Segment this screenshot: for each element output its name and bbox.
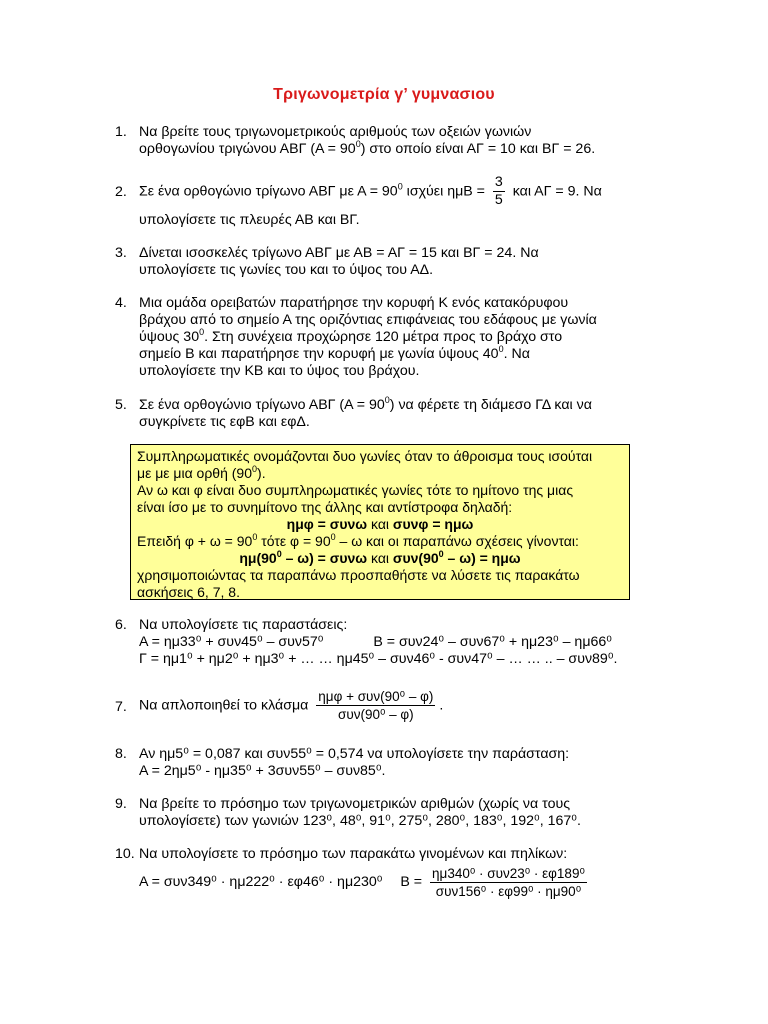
exercise-text: Να υπολογίσετε τις παραστάσεις: [139, 617, 348, 633]
exercise-text: Σε ένα ορθογώνιο τρίγωνο ΑΒΓ με $A = 90^0$ ισχύει ημΒ = $\frac{3}{5}$ και ΑΓ = 9. Να [139, 174, 602, 208]
fraction: $\frac{3}{5}$ [494, 174, 503, 208]
exercise-text: Μια ομάδα ορειβατών παρατήρησε την κορυφή Κ ενός κατακόρυφου [139, 295, 569, 311]
expression-a: Α = συν349⁰ · ημ222⁰ · εφ46⁰ · ημ230⁰ [139, 874, 383, 890]
note-text: ασκήσεις 6, 7, 8. [137, 584, 240, 600]
note-formula: $\eta\mu(90^0 - \omega) = \sigma\upsilon\nu\omega$ και $\sigma\upsilon\nu(90^0 - \omega) = \eta\mu\omega$ [239, 549, 521, 566]
exercise-number: 10. [115, 846, 135, 862]
note-text: χρησιμοποιώντας τα παραπάνω προσπαθήστε να λύσετε τις παρακάτω [137, 567, 580, 583]
fraction: $\frac{\text{ημφ + συν(90⁰ – φ)}}{\text{συν(90⁰ – φ)}}$ [318, 689, 434, 722]
exercise-text: Αν ημ5⁰ = 0,087 και συν55⁰ = 0,574 να υπολογίσετε την παράσταση: [139, 746, 570, 762]
exercise-text: Α = 2ημ5⁰ - ημ35⁰ + 3συν55⁰ – συν85⁰. [139, 763, 386, 779]
exercise-text: Να βρείτε τους τριγωνομετρικούς αριθμούς των οξειών γωνιών [139, 124, 532, 140]
exercise-number: 8. [115, 746, 127, 762]
exercise-text: βράχου από το σημείο Α της οριζόντιας επιφάνειας του εδάφους με γωνία [139, 312, 597, 328]
exercise-text: ύψους $30^0$. Στη συνέχεια προχώρησε 120 μέτρα προς το βράχο στο [139, 327, 563, 345]
exercise-text: υπολογίσετε την ΚΒ και το ύψος του βράχου. [139, 363, 420, 379]
exercise-number: 2. [115, 184, 127, 200]
exercise-text: υπολογίσετε) των γωνιών 123⁰, 48⁰, 91⁰, 275⁰, 280⁰, 183⁰, 192⁰, 167⁰. [139, 813, 581, 829]
exercise-5 [115, 397, 675, 431]
expression-g: Γ = ημ1⁰ + ημ2⁰ + ημ3⁰ + … … ημ45⁰ – συν46⁰ - συν47⁰ – … … .. – συν89⁰. [139, 651, 618, 667]
exercise-4 [115, 295, 675, 380]
complementary-angles-note [130, 444, 630, 600]
exercise-2 [115, 174, 675, 229]
exercise-text: Δίνεται ισοσκελές τρίγωνο ΑΒΓ με ΑΒ = ΑΓ = 15 και ΒΓ = 24. Να [139, 245, 539, 261]
exercise-text: συγκρίνετε τις εφΒ και εφΔ. [139, 414, 310, 430]
note-text: Συμπληρωματικές ονομάζονται δυο γωνίες όταν το άθροισμα τους ισούται [137, 448, 593, 464]
note-text: με με μια ορθή $(90^0)$. [137, 464, 266, 481]
exercise-1 [115, 124, 675, 158]
exercise-text: υπολογίσετε τις πλευρές ΑΒ και ΒΓ. [139, 212, 360, 228]
note-text: είναι ίσο με το συνημίτονο της άλλης και αντίστροφα δηλαδή: [137, 499, 513, 515]
note-text: Αν ω και φ είναι δυο συμπληρωματικές γωνίες τότε το ημίτονο της μιας [137, 482, 574, 498]
exercise-10 [115, 846, 675, 900]
exercise-number: 6. [115, 617, 127, 633]
expression-b-label: Β = [400, 874, 423, 890]
expression-b: Β = συν24⁰ – συν67⁰ + ημ23⁰ – ημ66⁰ [373, 634, 612, 650]
expression-row [139, 865, 675, 900]
note-formula: ημφ = συνω και συνφ = ημω [286, 516, 474, 532]
note-text: Επειδή $\varphi + \omega = 90^0$ τότε $\varphi = 90^0 - \omega$ και οι παραπάνω σχέσεις γίνονται: [137, 532, 579, 549]
exercise-text: σημείο Β και παρατήρησε την κορυφή με γωνία ύψους $40^0$. Να [139, 344, 530, 362]
exercise-6 [115, 617, 675, 668]
exercise-number: 9. [115, 796, 127, 812]
exercise-text: Να βρείτε το πρόσημο των τριγωνομετρικών αριθμών (χωρίς να τους [139, 796, 571, 812]
exercise-text: υπολογίσετε τις γωνίες του και το ύψος του ΑΔ. [139, 262, 434, 278]
expression-row [139, 634, 675, 651]
exercise-9 [115, 796, 675, 830]
exercise-text: Σε ένα ορθογώνιο τρίγωνο ΑΒΓ $(A = 90^0)$ να φέρετε τη διάμεσο ΓΔ και να [139, 395, 592, 413]
exercise-7: 7. Να απλοποιηθεί το κλάσμα $\frac{\text{ημφ + συν(90⁰ – φ)}}{\text{συν(90⁰ – φ)}}$ . [115, 689, 444, 722]
exercise-8 [115, 746, 675, 780]
exercise-3 [115, 245, 675, 279]
exercise-text: ορθογωνίου τριγώνου ΑΒΓ $(A = 90^0)$ στο οποίο είναι ΑΓ = 10 και ΒΓ = 26. [139, 139, 596, 157]
exercise-text: Να απλοποιηθεί το κλάσμα [139, 697, 309, 714]
exercise-number: 1. [115, 124, 127, 140]
exercise-number: 5. [115, 397, 127, 413]
exercise-number: 3. [115, 245, 127, 261]
document-title: Τριγωνομετρία γ’ γυμνασιου [273, 86, 495, 103]
exercise-text: Να υπολογίσετε το πρόσημο των παρακάτω γινομένων και πηλίκων: [139, 846, 568, 862]
exercise-number: 7. [115, 699, 127, 715]
fraction: $\frac{\text{ημ340⁰ · συν23⁰ · εφ189⁰}}{\text{συν156⁰ · εφ99⁰ · ημ90⁰}}$ [432, 866, 585, 899]
expression-a: Α = ημ33⁰ + συν45⁰ – συν57⁰ [139, 634, 324, 650]
exercise-number: 4. [115, 295, 127, 311]
